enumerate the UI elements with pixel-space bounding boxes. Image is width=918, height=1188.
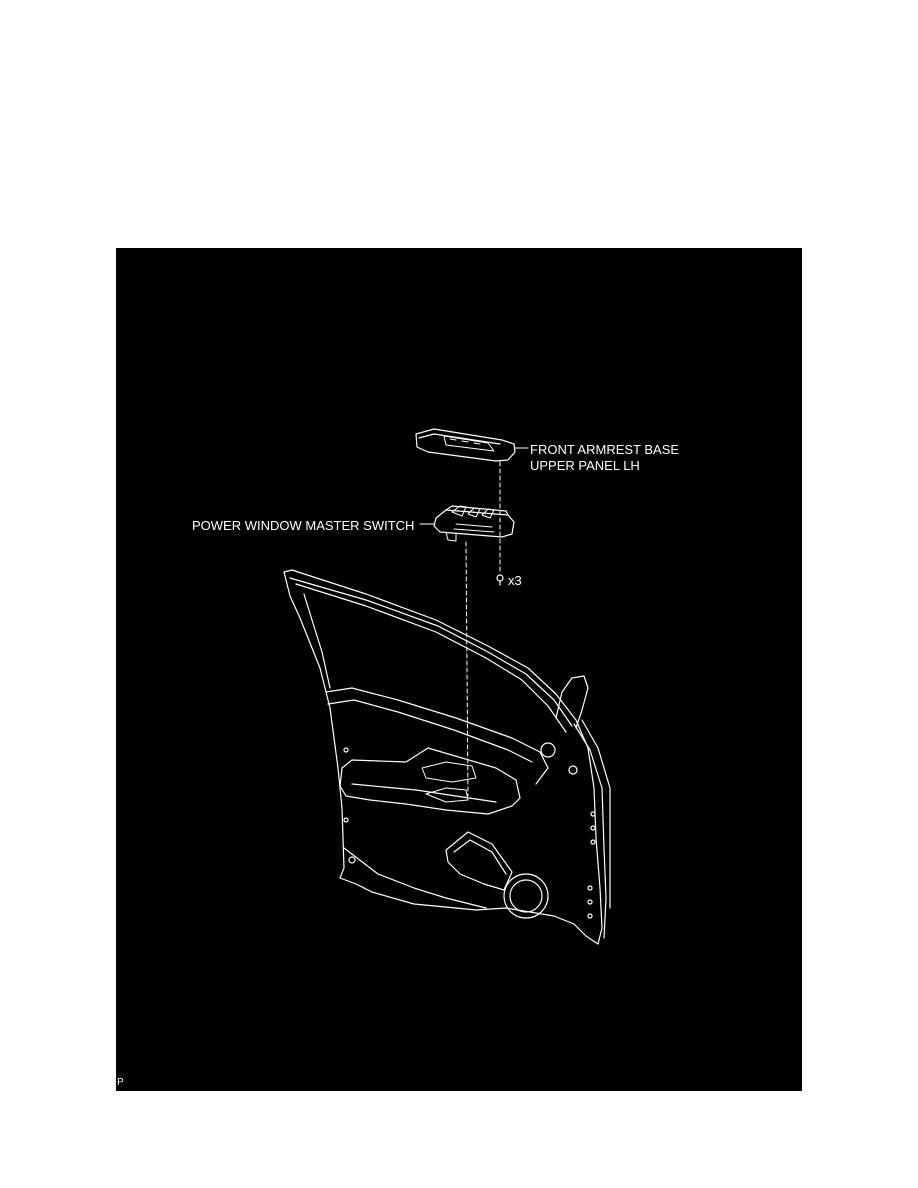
door-trim-board	[284, 570, 610, 944]
exploded-diagram	[116, 248, 802, 1091]
screw-quantity-label: x3	[508, 573, 522, 588]
screw-icon	[497, 575, 503, 585]
power-window-master-switch	[434, 506, 514, 541]
armrest-label-line2: UPPER PANEL LH	[530, 458, 640, 473]
figure-code: P	[117, 1077, 124, 1088]
master-switch-label: POWER WINDOW MASTER SWITCH	[192, 518, 415, 533]
armrest-base-upper-panel	[416, 429, 515, 461]
diagram-drawing	[116, 248, 802, 1091]
armrest-label-line1: FRONT ARMREST BASE	[530, 442, 680, 457]
armrest-panel-label	[530, 442, 679, 474]
